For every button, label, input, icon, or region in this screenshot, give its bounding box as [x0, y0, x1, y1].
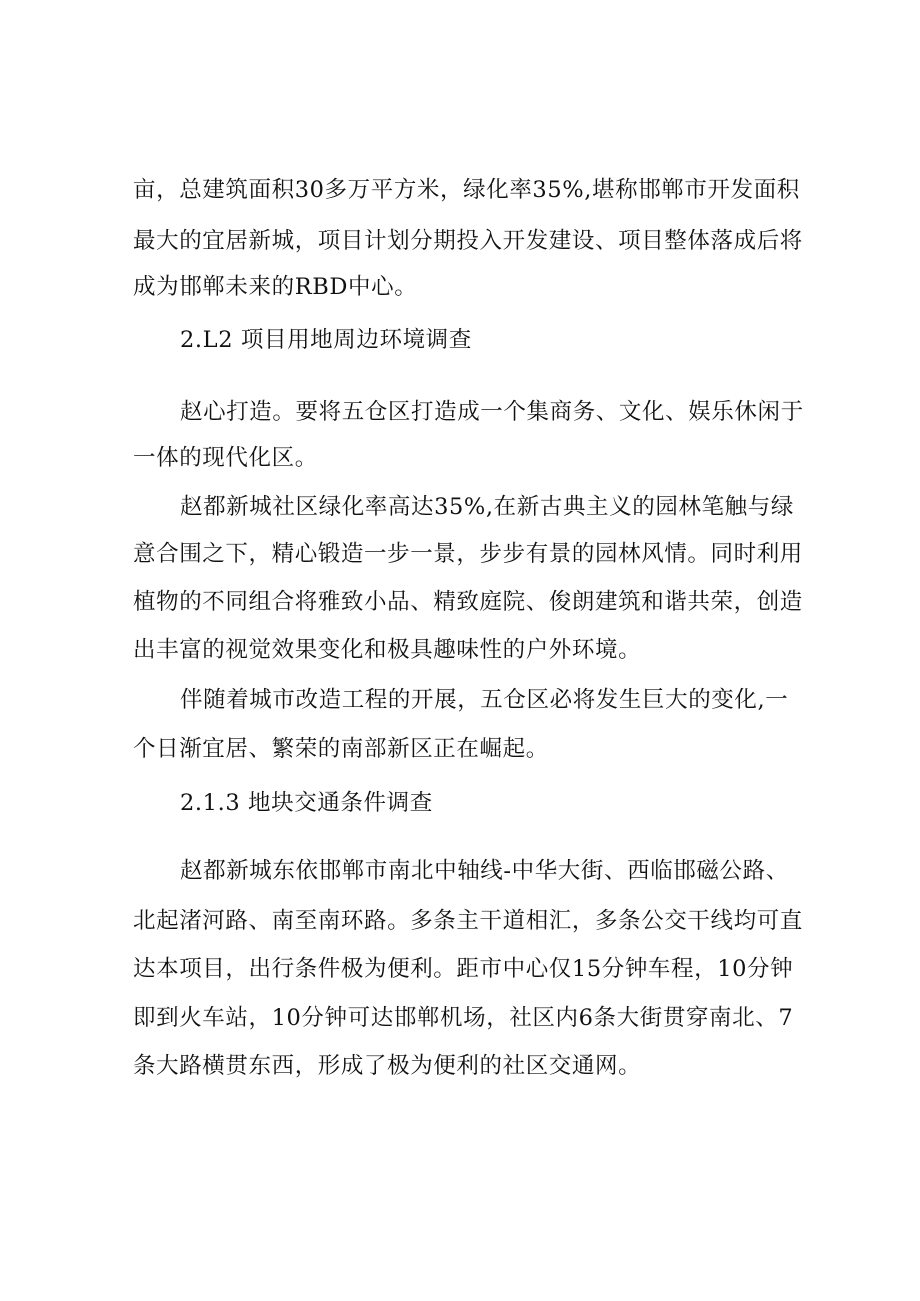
paragraph-1-line-2: 最大的宜居新城，项目计划分期投入开发建设、项目整体落成后将 [133, 228, 803, 254]
paragraph-4-line-1: 伴随着城市改造工程的开展，五仓区必将发生巨大的变化,一 [180, 687, 789, 713]
paragraph-5-line-2: 北起渚河路、南至南环路。多条主干道相汇，多条公交干线均可直 [133, 908, 803, 934]
paragraph-3-line-1: 赵都新城社区绿化率高达35%,在新古典主义的园林笔触与绿 [180, 494, 794, 520]
paragraph-5-line-3: 达本项目，出行条件极为便利。距市中心仅15分钟车程，10分钟 [133, 956, 794, 982]
paragraph-4-line-2: 个日渐宜居、繁荣的南部新区正在崛起。 [133, 736, 549, 762]
paragraph-3-line-3: 植物的不同组合将雅致小品、精致庭院、俊朗建筑和谐共荣，创造 [133, 589, 803, 615]
paragraph-3-line-4: 出丰富的视觉效果变化和极具趣味性的户外环境。 [133, 637, 642, 663]
paragraph-3-line-2: 意合围之下，精心锻造一步一景，步步有景的园林风情。同时利用 [133, 541, 803, 567]
section-heading-2-1-3: 2.1.3 地块交通条件调查 [180, 790, 433, 816]
paragraph-5-line-1: 赵都新城东依邯郸市南北中轴线-中华大街、西临邯磁公路、 [180, 858, 789, 884]
paragraph-5-line-4: 即到火车站，10分钟可达邯郸机场，社区内6条大街贯穿南北、7 [133, 1005, 794, 1031]
paragraph-2-line-2: 一体的现代化区。 [133, 445, 318, 471]
paragraph-1-line-1: 亩，总建筑面积30多万平方米，绿化率35%,堪称邯郸市开发面积 [133, 177, 800, 203]
paragraph-1-line-3: 成为邯郸未来的RBD中心。 [133, 274, 418, 300]
section-heading-2-1-2: 2.L2 项目用地周边环境调查 [180, 327, 472, 353]
paragraph-5-line-5: 条大路横贯东西，形成了极为便利的社区交通网。 [133, 1053, 642, 1079]
paragraph-2-line-1: 赵心打造。要将五仓区打造成一个集商务、文化、娱乐休闲于 [180, 399, 804, 425]
